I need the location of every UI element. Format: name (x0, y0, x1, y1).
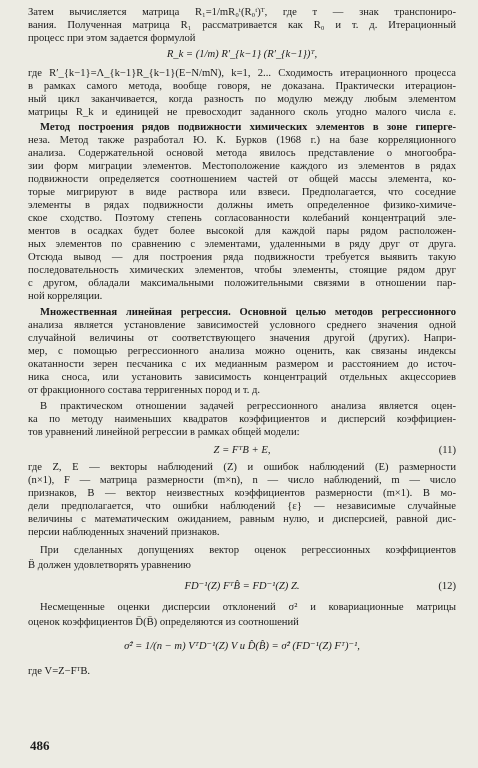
text-line: ментов в осадках будет более высокой для каждой пары рядом расположен- (28, 226, 456, 237)
text-line: Несмещенные оценки дисперсии отклонений σ² и ковариационные матрицы (40, 602, 456, 613)
text-line: ной корреляции. (28, 291, 103, 302)
equation: σ̂² = 1/(n − m) VᵀD⁻¹(Z) V и D̂(B̂) = σ̂² (FD⁻¹(Z) Fᵀ)⁻¹, (124, 641, 360, 652)
section-heading: Множественная линейная регрессия. Основной целью методов регрессионного (40, 307, 456, 318)
equation-11: Z = FᵀB + E, (213, 445, 271, 456)
text-line: персии наблюденных значений признаков. (28, 527, 220, 538)
text-line: оценок коэффициентов D̂(B̂) определяются из соотношений (28, 617, 299, 628)
text-line: Затем вычисляется матрица R₁=1/mR₀ᵗ(R₀ᵗ)ᵀ, где т — знак транспониро- (28, 7, 456, 18)
text-line: ный цикл заканчивается, когда разность по модулю между любым элементом (28, 94, 456, 105)
text-line: где Z, E — векторы наблюдений (Z) и ошибок наблюдений (E) размерности (28, 462, 456, 473)
text-line: окатанности зерен песчаника с их медианным размером и расстоянием до источ- (28, 359, 456, 370)
text-line: Отсюда вывод — для построения ряда подвижности требуется выявить такую (28, 252, 456, 263)
equation-number: (11) (438, 445, 456, 456)
text-line: вания. Полученная матрица R₁ рассматривается как R₀ и т. д. Итерационный (28, 20, 456, 31)
text-line: где R′_{k−1}=Λ_{k−1}R_{k−1}(E−N/mN), k=1, 2... Сходимость итерационного процесса (28, 68, 456, 79)
text-line: признаков, B — вектор неизвестных коэффициентов размерности (m×1). В мо- (28, 488, 456, 499)
text-line: дели предполагается, что ошибки наблюдений {ε} — независимые случайные (28, 501, 456, 512)
text-line: ных элементов по сравнению с элементами, удаленными в ряду друг от друга. (28, 239, 456, 250)
equation-number: (12) (438, 581, 456, 592)
text-line: тов уравнений линейной регрессии в рамках общей модели: (28, 427, 300, 438)
text-line: с другом, обладали максимальными положительными связями в отношении пар- (28, 278, 456, 289)
equation-12: FD⁻¹(Z) FᵀB̂ = FD⁻¹(Z) Z. (184, 581, 300, 592)
text-line: ника сноса, или установить зависимость концентраций отдельных акцессориев (28, 372, 456, 383)
text-line: элементы в рядах подвижности должны иметь определенное физико-химиче- (28, 200, 456, 211)
page-number: 486 (30, 738, 50, 753)
section-heading: Метод построения рядов подвижности химических элементов в зоне гиперге- (40, 122, 456, 133)
text-line: от фракционного состава терригенных пород и т. д. (28, 385, 261, 396)
text-line: мер, с помощью регрессионного анализа можно оценить, как связаны индексы (28, 346, 456, 357)
text-line: подвижности определяется соотношением частей от общей массы элемента, ко- (28, 174, 456, 185)
equation: R_k = (1/m) R′_{k−1} (R′_{k−1})ᵀ, (166, 49, 318, 60)
text-line: B̂ должен удовлетворять уравнению (28, 560, 191, 571)
text-line: в рамках самого метода, вообще говоря, не доказана. Практически итерацион- (28, 81, 456, 92)
text-line: матрицы R_k и единицей не превосходит заданного сколь угодно малого числа ε. (28, 107, 456, 118)
text-line: (n×1), F — матрица размерности (m×n), n — число наблюдений, m — число (28, 475, 456, 486)
text-line: процесс при этом задается формулой (28, 33, 196, 44)
text-line: последовательность химических элементов, чтобы элементы, стоящие рядом друг (28, 265, 456, 276)
text-line: случайной величины от соответствующего значения другой (других). Напри- (28, 333, 456, 344)
text-line: анализа является установление зависимостей условного среднего значения одной (28, 320, 456, 331)
text-line: неза. Метод также разработал Ю. К. Бурков (1968 г.) на базе корреляционного (28, 135, 456, 146)
text-line: зии форм миграции элементов. Местоположение каждого из элементов в рядах (28, 161, 456, 172)
text-line: При сделанных допущениях вектор оценок регрессионных коэффициентов (40, 545, 456, 556)
text-line: анализа. Содержательной основой метода явилось представление о многообра- (28, 148, 456, 159)
text-line: торые мигрируют в виде раствора или взвеси. Предполагается, что соседние (28, 187, 456, 198)
text-line: ка по методу наименьших квадратов коэффициентов и дисперсий коэффициен- (28, 414, 456, 425)
text-line: ское сходство. Поэтому степень согласованности колебаний концентраций эле- (28, 213, 456, 224)
text-line: величины с математическим ожиданием, равным нулю, и дисперсией, равной дис- (28, 514, 456, 525)
text-line: В практическом отношении задачей регрессионного анализа является оцен- (40, 401, 456, 412)
text-line: где V=Z−FᵀB. (28, 666, 91, 677)
